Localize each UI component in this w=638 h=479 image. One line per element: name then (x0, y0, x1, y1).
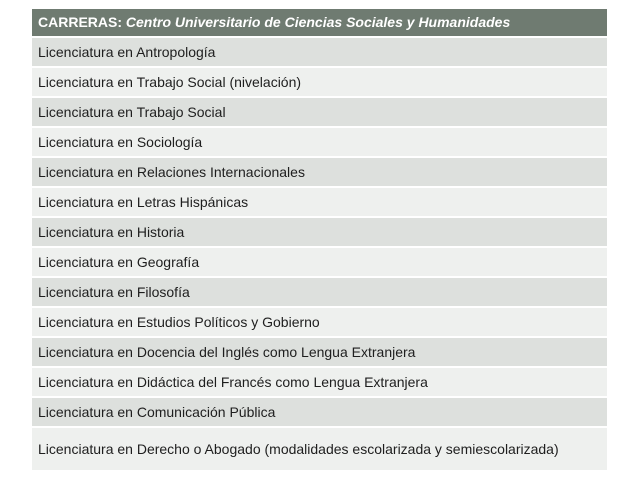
table-row (32, 247, 607, 277)
career-cell: Licenciatura en Derecho o Abogado (modalidades escolarizada y semiescolarizada) (32, 427, 607, 471)
career-cell: Licenciatura en Relaciones Internacionales (32, 157, 607, 187)
career-cell: Licenciatura en Trabajo Social (32, 97, 607, 127)
table-row (32, 277, 607, 307)
career-cell: Licenciatura en Docencia del Inglés como Lengua Extranjera (32, 337, 607, 367)
table-header (32, 9, 607, 37)
table-row (32, 367, 607, 397)
table-row (32, 397, 607, 427)
career-cell: Licenciatura en Letras Hispánicas (32, 187, 607, 217)
header-label: CARRERAS: (38, 14, 122, 30)
table-header-row (32, 9, 607, 37)
table-row (32, 67, 607, 97)
career-cell: Licenciatura en Didáctica del Francés como Lengua Extranjera (32, 367, 607, 397)
career-cell: Licenciatura en Trabajo Social (nivelación) (32, 67, 607, 97)
careers-table (32, 9, 607, 472)
career-cell: Licenciatura en Geografía (32, 247, 607, 277)
table-row (32, 127, 607, 157)
table-row (32, 337, 607, 367)
career-cell: Licenciatura en Sociología (32, 127, 607, 157)
career-cell: Licenciatura en Antropología (32, 37, 607, 67)
header-title: Centro Universitario de Ciencias Sociales y Humanidades (125, 14, 511, 30)
table-row (32, 37, 607, 67)
table-row (32, 217, 607, 247)
career-cell: Licenciatura en Comunicación Pública (32, 397, 607, 427)
table-row (32, 427, 607, 471)
table-row (32, 157, 607, 187)
table-row (32, 307, 607, 337)
table-row (32, 187, 607, 217)
table-row (32, 97, 607, 127)
career-cell: Licenciatura en Historia (32, 217, 607, 247)
career-cell: Licenciatura en Estudios Políticos y Gobierno (32, 307, 607, 337)
career-cell: Licenciatura en Filosofía (32, 277, 607, 307)
